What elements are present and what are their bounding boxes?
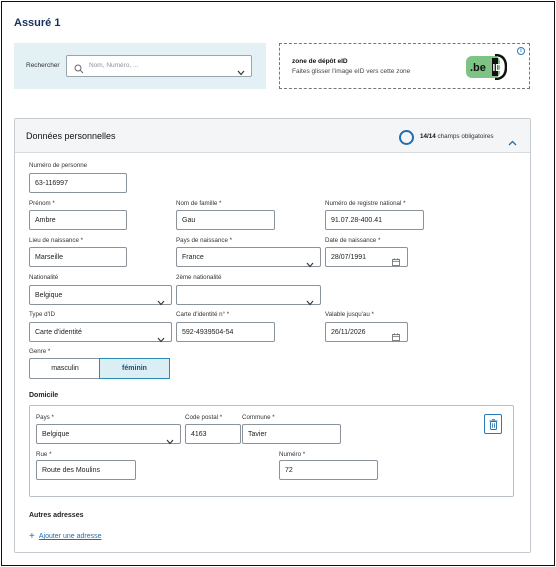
numero-personne-value: 63-116997 (35, 180, 68, 187)
beid-logo (465, 54, 507, 80)
type-id-label: Type d'ID (29, 311, 55, 318)
nationalite2-label: 2ème nationalité (176, 274, 222, 281)
registre-label: Numéro de registre national * (325, 200, 406, 207)
chevron-down-icon (157, 330, 165, 348)
registre-field[interactable] (325, 210, 424, 230)
commune-value: Tavier (248, 431, 267, 438)
chevron-down-icon (306, 255, 314, 273)
autres-adresses-title: Autres adresses (29, 512, 84, 519)
date-naissance-label: Date de naissance * (325, 237, 381, 244)
prenom-value: Ambre (35, 217, 56, 224)
nationalite-label: Nationalité (29, 274, 59, 281)
prenom-label: Prénom * (29, 200, 55, 207)
plus-icon: + (29, 531, 35, 542)
pays-naissance-select[interactable] (176, 247, 321, 267)
calendar-icon[interactable] (392, 253, 400, 271)
valable-field[interactable] (325, 322, 408, 342)
nationalite2-select[interactable] (176, 285, 321, 305)
rue-value: Route des Moulins (42, 467, 100, 474)
date-naissance-value: 28/07/1991 (331, 254, 367, 261)
chevron-down-icon (166, 432, 174, 450)
chevron-up-icon[interactable] (508, 133, 517, 151)
genre-toggle (29, 358, 170, 379)
commune-label: Commune * (242, 414, 275, 421)
lieu-naissance-value: Marseille (35, 254, 64, 261)
progress-count: 14/14 (420, 133, 436, 140)
trash-icon (489, 419, 498, 430)
search-label: Rechercher (26, 62, 60, 69)
search-placeholder: Nom, Numéro, ... (89, 62, 139, 69)
numero-personne-label: Numéro de personne (29, 162, 88, 169)
valable-value: 26/11/2026 (331, 329, 366, 336)
genre-label: Genre * (29, 348, 51, 355)
domicile-title: Domicile (29, 392, 59, 399)
code-postal-value: 4163 (191, 431, 207, 438)
lieu-naissance-field[interactable] (29, 247, 127, 267)
numero-value: 72 (285, 467, 293, 474)
numero-label: Numéro * (279, 451, 306, 458)
domicile-pays-value: Belgique (42, 431, 70, 438)
genre-option-masculin[interactable]: masculin (51, 365, 79, 372)
numero-field[interactable] (279, 460, 378, 480)
eid-drop-zone[interactable] (279, 43, 530, 89)
carte-id-field[interactable] (176, 322, 275, 342)
progress-text (420, 133, 494, 140)
chevron-down-icon (306, 293, 314, 311)
nom-label: Nom de famille * (176, 200, 222, 207)
page-title: Assuré 1 (14, 17, 61, 29)
pays-naissance-label: Pays de naissance * (176, 237, 233, 244)
nationalite-value: Belgique (35, 292, 63, 299)
domicile-pays-label: Pays * (36, 414, 54, 421)
search-icon (74, 61, 84, 79)
chevron-down-icon (157, 293, 165, 311)
info-icon[interactable]: i (517, 47, 525, 55)
valable-label: Valable jusqu'au * (325, 311, 374, 318)
rue-label: Rue * (36, 451, 52, 458)
search-panel (14, 43, 266, 89)
carte-id-label: Carte d'identité n° * (176, 311, 230, 318)
personal-data-header[interactable] (15, 119, 530, 153)
code-postal-label: Code postal * (185, 414, 223, 421)
calendar-icon[interactable] (392, 328, 400, 346)
carte-id-value: 592-4939504-54 (182, 329, 234, 336)
type-id-value: Carte d'identité (35, 329, 82, 336)
progress-label: champs obligatoires (437, 133, 494, 140)
lieu-naissance-label: Lieu de naissance * (29, 237, 84, 244)
numero-personne-field[interactable] (29, 173, 127, 193)
drop-zone-title: zone de dépôt eID (292, 58, 348, 65)
nom-value: Gau (182, 217, 196, 224)
domicile-pays-select[interactable] (36, 424, 181, 444)
delete-address-button[interactable] (484, 414, 502, 434)
drop-zone-subtitle: Faites glisser l'image eID vers cette zone (292, 68, 411, 75)
prenom-field[interactable] (29, 210, 127, 230)
chevron-down-icon (237, 63, 245, 81)
genre-option-feminin[interactable]: féminin (99, 358, 170, 379)
search-select[interactable] (66, 55, 252, 77)
date-naissance-field[interactable] (325, 247, 408, 267)
beid-logo-text2: ID (492, 63, 503, 74)
pays-naissance-value: France (182, 254, 204, 261)
rue-field[interactable] (36, 460, 136, 480)
code-postal-field[interactable] (185, 424, 241, 444)
type-id-select[interactable] (29, 322, 172, 342)
personal-data-title: Données personnelles (26, 131, 116, 141)
nom-field[interactable] (176, 210, 275, 230)
add-address-link[interactable] (29, 530, 102, 541)
beid-logo-text: .be (470, 62, 486, 74)
progress-ring-icon (399, 130, 414, 145)
commune-field[interactable] (242, 424, 341, 444)
add-address-label: Ajouter une adresse (38, 533, 102, 540)
nationalite-select[interactable] (29, 285, 172, 305)
registre-value: 91.07.28-400.41 (331, 217, 382, 224)
